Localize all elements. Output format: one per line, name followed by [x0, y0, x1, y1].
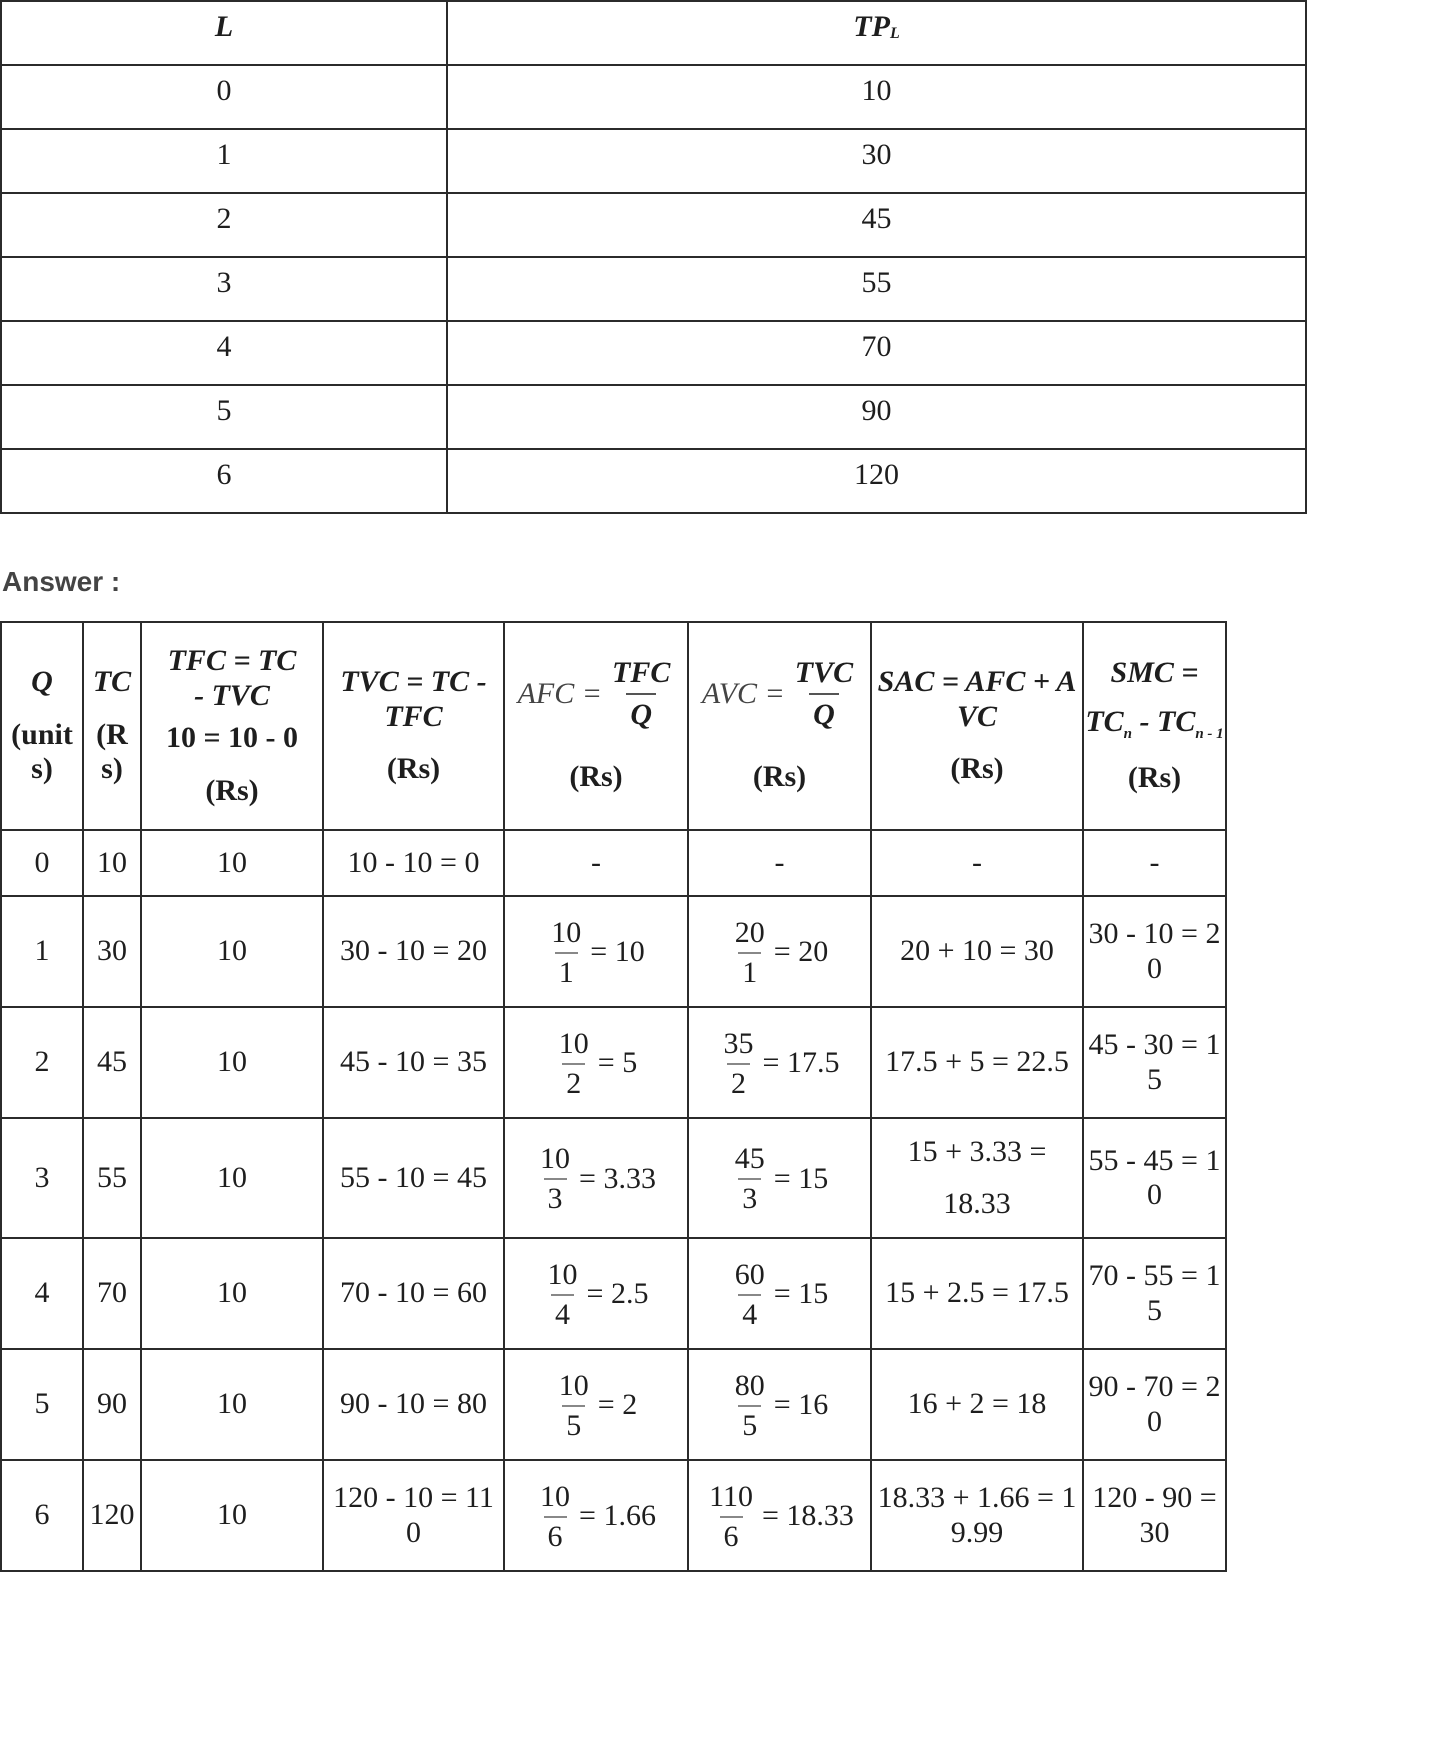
cell-tpl: 120 — [447, 449, 1306, 513]
cell-l: 1 — [1, 129, 447, 193]
cell-tc: 55 — [83, 1118, 141, 1238]
cell-l: 2 — [1, 193, 447, 257]
fraction: $\frac{60}{4}$ = 15 — [734, 1257, 829, 1331]
table-row — [1, 1007, 1226, 1118]
cell-avc — [688, 896, 871, 1007]
fraction: $\frac{10}{2}$ = 5 — [558, 1026, 638, 1100]
cell-tfc: 10 — [141, 1349, 323, 1460]
cell-l: 0 — [1, 65, 447, 129]
fraction: $\frac{35}{2}$ = 17.5 — [723, 1026, 840, 1100]
cell-smc: 30 - 10 = 20 — [1083, 896, 1226, 1007]
cell-tpl: 30 — [447, 129, 1306, 193]
table-row — [1, 830, 1226, 896]
cell-sac: 15 + 3.33 = 18.33 — [871, 1118, 1083, 1238]
table-row — [1, 385, 1306, 449]
table-row — [1, 321, 1306, 385]
cell-sac: 18.33 + 1.66 = 19.99 — [871, 1460, 1083, 1571]
header-tfc: TFC = TC - TVC 10 = 10 - 0 (Rs) — [141, 622, 323, 830]
table-row — [1, 449, 1306, 513]
cell-afc — [504, 1007, 688, 1118]
cell-tc: 30 — [83, 896, 141, 1007]
cell-q: 3 — [1, 1118, 83, 1238]
cell-smc: 70 - 55 = 15 — [1083, 1238, 1226, 1349]
labor-product-table — [0, 0, 1307, 514]
cell-afc — [504, 1460, 688, 1571]
cell-tvc: 70 - 10 = 60 — [323, 1238, 504, 1349]
answer-heading: Answer : — [2, 566, 121, 597]
cell-tvc: 55 - 10 = 45 — [323, 1118, 504, 1238]
cell-tc: 70 — [83, 1238, 141, 1349]
cell-avc — [688, 1349, 871, 1460]
header-q: Q (units) — [1, 622, 83, 830]
cell-tc: 90 — [83, 1349, 141, 1460]
header-tvc: TVC = TC - TFC (Rs) — [323, 622, 504, 830]
cell-q: 0 — [1, 830, 83, 896]
cell-smc: 90 - 70 = 20 — [1083, 1349, 1226, 1460]
cell-tvc: 120 - 10 = 110 — [323, 1460, 504, 1571]
table-row — [1, 193, 1306, 257]
cell-q: 1 — [1, 896, 83, 1007]
cell-tfc: 10 — [141, 896, 323, 1007]
cell-afc: - — [504, 830, 688, 896]
table-row — [1, 896, 1226, 1007]
table-header-row — [1, 622, 1226, 830]
table-row — [1, 1118, 1226, 1238]
cell-tpl: 45 — [447, 193, 1306, 257]
header-afc: AFC = $\frac{\text{TFC}}{Q}$ (Rs) — [504, 622, 688, 830]
cell-tfc: 10 — [141, 1007, 323, 1118]
cell-tfc: 10 — [141, 1460, 323, 1571]
cell-tfc: 10 — [141, 830, 323, 896]
cell-afc — [504, 896, 688, 1007]
table-row — [1, 257, 1306, 321]
cell-tfc: 10 — [141, 1238, 323, 1349]
fraction: $\frac{10}{5}$ = 2 — [558, 1368, 638, 1442]
cell-tpl: 70 — [447, 321, 1306, 385]
avc-formula: AVC = $\frac{\text{TVC}}{Q}$ — [701, 656, 854, 731]
header-tc: TC (Rs) — [83, 622, 141, 830]
cell-smc: 45 - 30 = 15 — [1083, 1007, 1226, 1118]
table-row — [1, 1238, 1226, 1349]
cell-q: 5 — [1, 1349, 83, 1460]
cell-tfc: 10 — [141, 1118, 323, 1238]
cell-sac: 20 + 10 = 30 — [871, 896, 1083, 1007]
cell-tc: 120 — [83, 1460, 141, 1571]
cell-sac: 17.5 + 5 = 22.5 — [871, 1007, 1083, 1118]
cell-q: 2 — [1, 1007, 83, 1118]
header-avc: AVC = $\frac{\text{TVC}}{Q}$ (Rs) — [688, 622, 871, 830]
fraction: $\frac{10}{1}$ = 10 — [551, 915, 645, 989]
cell-tvc: 90 - 10 = 80 — [323, 1349, 504, 1460]
cell-tpl: 55 — [447, 257, 1306, 321]
cell-q: 6 — [1, 1460, 83, 1571]
fraction: $\frac{10}{4}$ = 2.5 — [547, 1257, 649, 1331]
fraction: $\frac{80}{5}$ = 16 — [734, 1368, 829, 1442]
table-row — [1, 65, 1306, 129]
fraction: $\frac{110}{6}$ = 18.33 — [709, 1479, 854, 1553]
cell-afc — [504, 1118, 688, 1238]
cell-sac: - — [871, 830, 1083, 896]
table-row — [1, 1460, 1226, 1571]
cell-tc: 45 — [83, 1007, 141, 1118]
fraction: $\frac{45}{3}$ = 15 — [734, 1142, 829, 1215]
cell-afc — [504, 1349, 688, 1460]
cell-sac: 15 + 2.5 = 17.5 — [871, 1238, 1083, 1349]
cell-tvc: 45 - 10 = 35 — [323, 1007, 504, 1118]
table-header-row — [1, 1, 1306, 65]
fraction: $\frac{10}{6}$ = 1.66 — [540, 1479, 656, 1553]
cell-avc — [688, 1007, 871, 1118]
table-row — [1, 1349, 1226, 1460]
cell-avc — [688, 1118, 871, 1238]
cell-smc: 120 - 90 = 30 — [1083, 1460, 1226, 1571]
cell-l: 3 — [1, 257, 447, 321]
cell-q: 4 — [1, 1238, 83, 1349]
cell-l: 4 — [1, 321, 447, 385]
cell-l: 5 — [1, 385, 447, 449]
cell-sac: 16 + 2 = 18 — [871, 1349, 1083, 1460]
cell-tpl: 90 — [447, 385, 1306, 449]
header-tpl: $TP_L$ — [447, 1, 1306, 65]
cell-smc: 55 - 45 = 10 — [1083, 1118, 1226, 1238]
cell-avc: - — [688, 830, 871, 896]
table-row — [1, 129, 1306, 193]
cell-avc — [688, 1460, 871, 1571]
fraction: $\frac{20}{1}$ = 20 — [734, 915, 829, 989]
fraction: $\frac{10}{3}$ = 3.33 — [540, 1142, 656, 1215]
header-sac: SAC = AFC + AVC (Rs) — [871, 622, 1083, 830]
header-smc: SMC = $TC_n - TC_{n - 1}$ (Rs) — [1083, 622, 1226, 830]
cell-afc — [504, 1238, 688, 1349]
cell-l: 6 — [1, 449, 447, 513]
afc-formula: AFC = $\frac{\text{TFC}}{Q}$ — [517, 656, 671, 731]
cell-tvc: 10 - 10 = 0 — [323, 830, 504, 896]
cost-schedule-table — [0, 621, 1227, 1572]
cell-tpl: 10 — [447, 65, 1306, 129]
cell-tc: 10 — [83, 830, 141, 896]
header-l: L — [1, 1, 447, 65]
cell-tvc: 30 - 10 = 20 — [323, 896, 504, 1007]
cell-smc: - — [1083, 830, 1226, 896]
cell-avc — [688, 1238, 871, 1349]
